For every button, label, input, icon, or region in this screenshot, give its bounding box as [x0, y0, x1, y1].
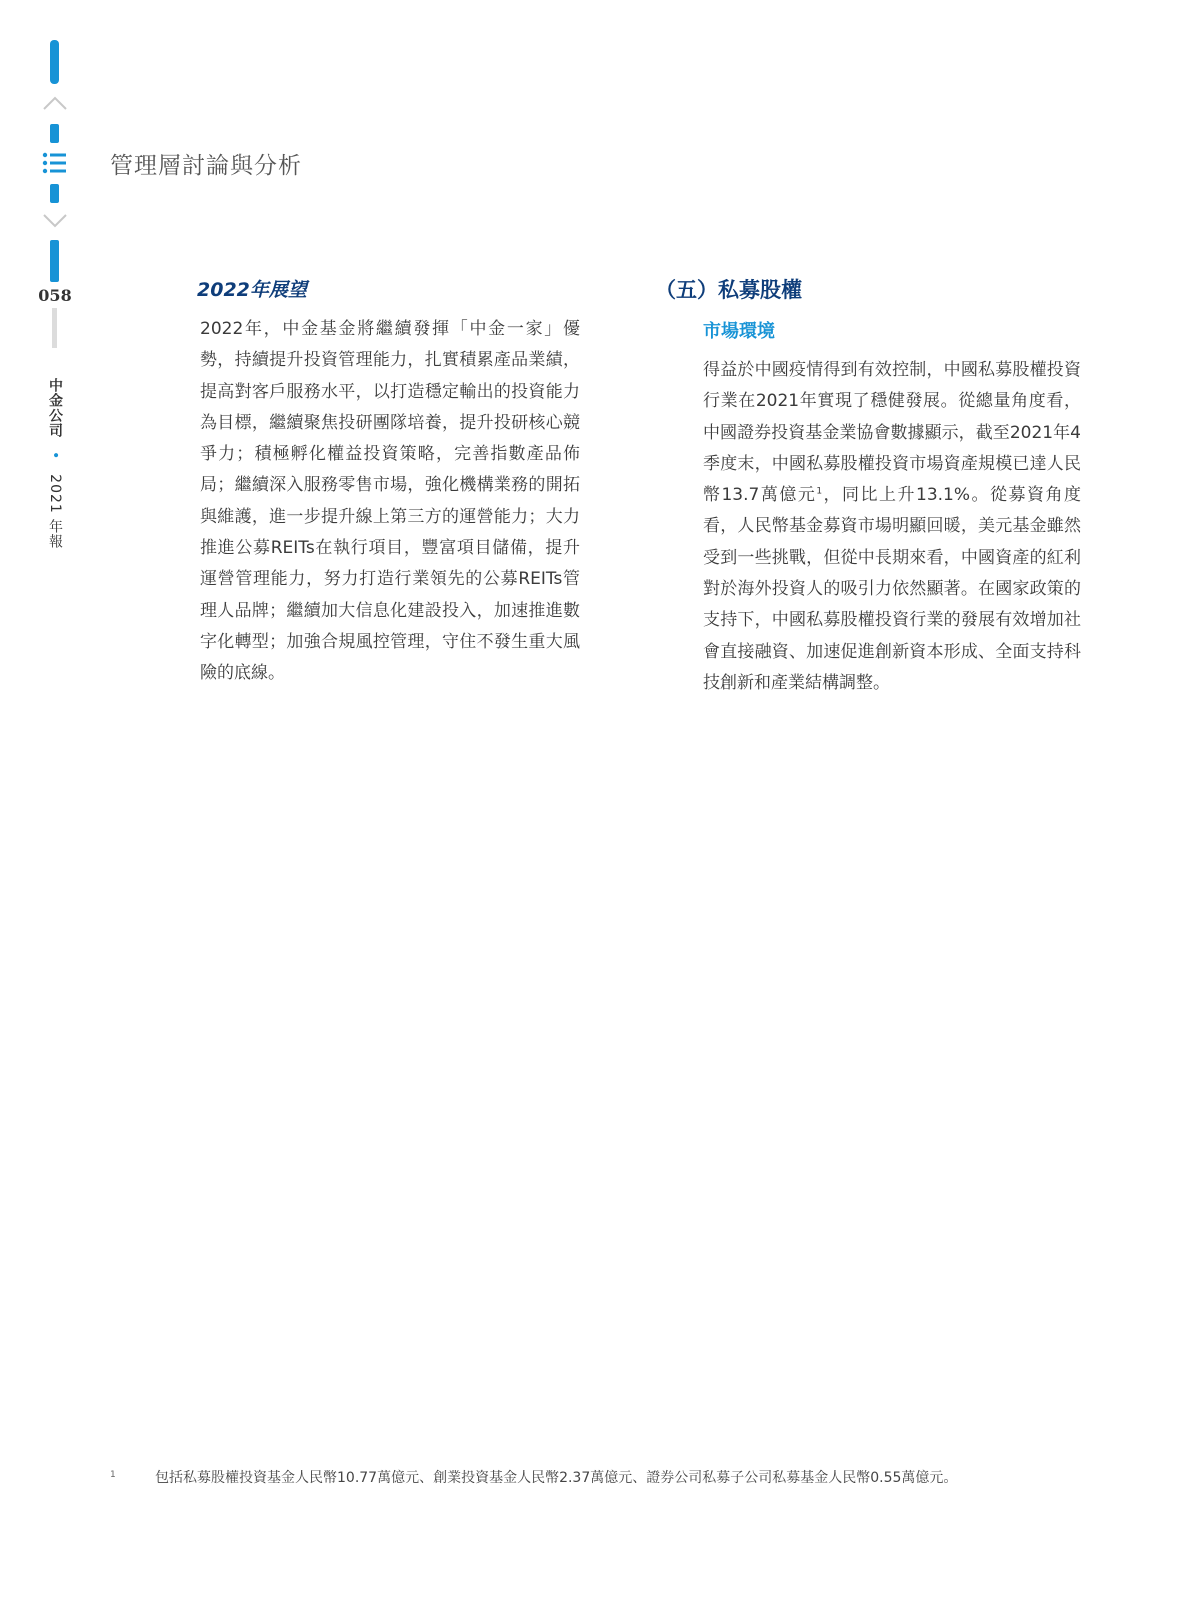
market-paragraph-part1: 得益於中國疫情得到有效控制，中國私募股權投資行業在2021年實現了穩健發展。從總量角度看，中國證券投資基金業協會數據顯示，截至2021年4季度末，中國私募股權投資市場資產規模已達人民幣13.7萬億元 [703, 360, 1081, 506]
menu-list-icon[interactable] [41, 149, 69, 177]
report-label [45, 378, 65, 549]
nav-rail-divider [52, 308, 57, 348]
page-title: 管理層討論與分析 [110, 153, 302, 179]
footnote-text: 包括私募股權投資基金人民幣10.77萬億元、創業投資基金人民幣2.37萬億元、證券公司私募子公司私募基金人民幣0.55萬億元。 [155, 1470, 958, 1486]
footnote-number: 1 [110, 1470, 116, 1480]
nav-rail-segment [50, 240, 59, 282]
footnote-reference[interactable]: 1 [816, 486, 823, 497]
section-heading: （五）私募股權 [655, 278, 802, 302]
sub-heading: 市場環境 [703, 321, 775, 342]
market-paragraph-part2: ，同比上升13.1%。從募資角度看，人民幣基金募資市場明顯回暖，美元基金雖然受到一些挑戰，但從中長期來看，中國資產的紅利對於海外投資人的吸引力依然顯著。在國家政策的支持下，中國私募股權投資行業的發展有效增加社會直接融資、加速促進創新資本形成、全面支持科技創新和產業結構調整。 [703, 485, 1081, 693]
outlook-heading: 2022年展望 [197, 279, 307, 301]
chevron-down-icon[interactable] [40, 210, 70, 232]
nav-rail-segment [50, 184, 59, 203]
report-name: 2021 年報 [47, 474, 63, 550]
nav-rail-segment [50, 40, 59, 84]
separator-dot: • [47, 451, 63, 461]
market-paragraph [703, 355, 1081, 699]
chevron-up-icon[interactable] [40, 92, 70, 114]
outlook-paragraph: 2022年，中金基金將繼續發揮「中金一家」優勢，持續提升投資管理能力，扎實積累產品業績，提高對客戶服務水平，以打造穩定輸出的投資能力為目標，繼續聚焦投研團隊培養，提升投研核心競爭力；積極孵化權益投資策略，完善指數產品佈局；繼續深入服務零售市場，強化機構業務的開拓與維護，進一步提升線上第三方的運營能力；大力推進公募REITs在執行項目，豐富項目儲備，提升運營管理能力，努力打造行業領先的公募REITs管理人品牌；繼續加大信息化建設投入，加速推進數字化轉型；加強合規風控管理，守住不發生重大風險的底線。 [200, 319, 580, 684]
company-name: 中金公司 [47, 378, 63, 438]
nav-rail-segment [50, 124, 59, 143]
page-number: 058 [38, 286, 72, 305]
